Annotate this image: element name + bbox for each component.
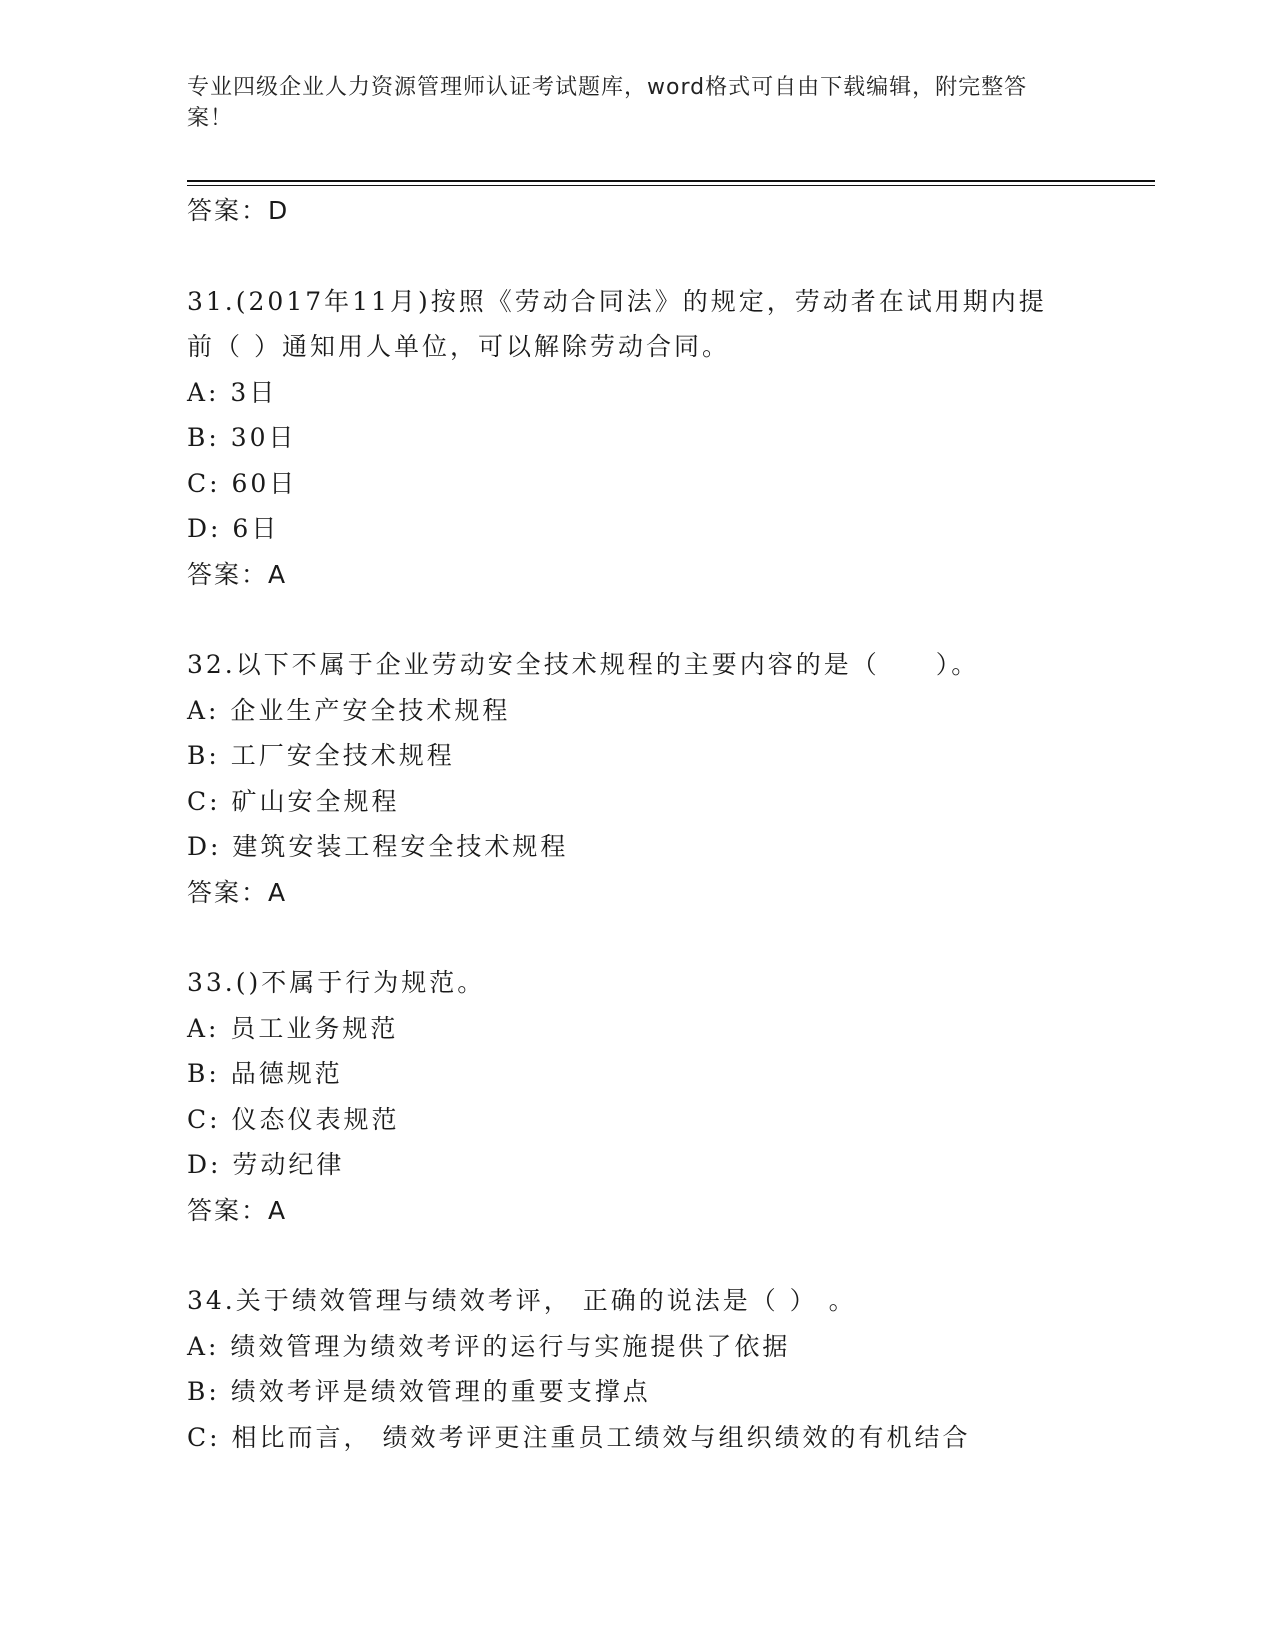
- answer-label: 答案：A: [187, 877, 288, 907]
- option-b: B: 绩效考评是绩效管理的重要支撑点: [187, 1377, 651, 1406]
- option-c: C: 60日: [187, 468, 298, 498]
- question-31: [187, 279, 1087, 598]
- question-stem: 33.()不属于行为规范。: [187, 968, 486, 997]
- question-33: [187, 960, 1087, 1233]
- option-d: D: 6日: [187, 514, 280, 543]
- answer-label: 答案：A: [187, 1195, 288, 1225]
- option-d: D: 劳动纪律: [187, 1150, 345, 1179]
- header-rule-thin: [187, 185, 1155, 186]
- document-header: 专业四级企业人力资源管理师认证考试题库，word格式可自由下载编辑，附完整答案！: [187, 75, 1028, 131]
- question-34: [187, 1278, 1087, 1460]
- question-stem: 31.(2017年11月)按照《劳动合同法》的规定，劳动者在试用期内提: [187, 286, 1047, 316]
- option-a: A: 员工业务规范: [187, 1013, 399, 1043]
- option-c: C: 仪态仪表规范: [187, 1104, 400, 1134]
- option-a: A: 绩效管理为绩效考评的运行与实施提供了依据: [187, 1331, 791, 1361]
- option-a: A: 企业生产安全技术规程: [187, 695, 511, 725]
- question-stem: 32.以下不属于企业劳动安全技术规程的主要内容的是（ ）。: [187, 650, 980, 679]
- header-rule-thick: [187, 180, 1155, 182]
- option-c: C: 相比而言， 绩效考评更注重员工绩效与组织绩效的有机结合: [187, 1422, 971, 1452]
- option-c: C: 矿山安全规程: [187, 786, 400, 816]
- option-d: D: 建筑安装工程安全技术规程: [187, 832, 569, 861]
- option-b: B: 品德规范: [187, 1059, 343, 1088]
- answer-label: 答案：D: [187, 196, 290, 225]
- answer-label: 答案：A: [187, 559, 288, 589]
- option-b: B: 工厂安全技术规程: [187, 741, 455, 770]
- question-stem: 34.关于绩效管理与绩效考评， 正确的说法是（ ） 。: [187, 1286, 857, 1315]
- question-stem: 前（ ）通知用人单位，可以解除劳动合同。: [187, 332, 730, 361]
- question-32: [187, 642, 1087, 915]
- option-a: A: 3日: [187, 377, 278, 407]
- option-b: B: 30日: [187, 423, 297, 452]
- document-body: [187, 188, 1087, 1460]
